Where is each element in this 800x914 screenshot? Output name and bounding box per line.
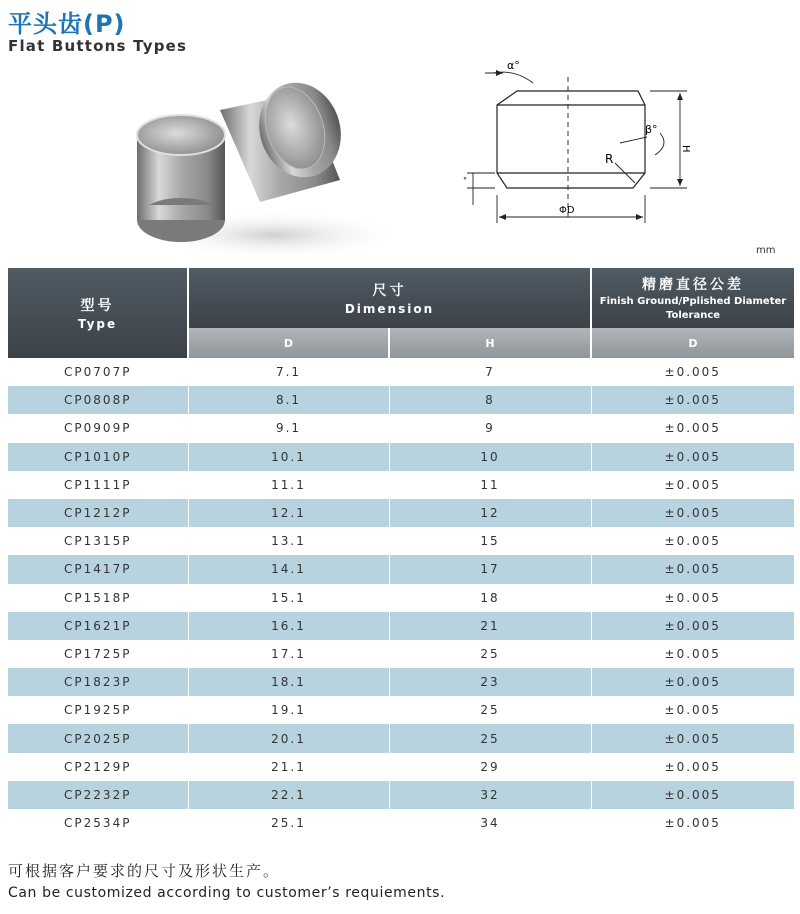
cell-type: CP1417P [8, 555, 188, 583]
cell-tol: ±0.005 [591, 386, 794, 414]
cell-type: CP2129P [8, 753, 188, 781]
chamfer-label: ° [463, 176, 467, 185]
cell-d: 10.1 [188, 443, 389, 471]
cell-tol: ±0.005 [591, 527, 794, 555]
cell-h: 25 [389, 724, 591, 752]
cell-d: 8.1 [188, 386, 389, 414]
flat-button-front [137, 115, 225, 242]
cell-d: 17.1 [188, 640, 389, 668]
cell-tol: ±0.005 [591, 358, 794, 386]
cell-h: 15 [389, 527, 591, 555]
cell-tol: ±0.005 [591, 499, 794, 527]
header-dimension: 尺寸 Dimension [188, 268, 591, 328]
subheader-d: D [188, 328, 389, 358]
beta-label: β° [645, 123, 658, 136]
cell-type: CP1518P [8, 584, 188, 612]
cell-type: CP1925P [8, 696, 188, 724]
cell-d: 9.1 [188, 414, 389, 442]
cell-d: 12.1 [188, 499, 389, 527]
table-row [8, 668, 794, 696]
cell-type: CP1212P [8, 499, 188, 527]
cell-type: CP2534P [8, 809, 188, 837]
table-row [8, 358, 794, 386]
radius-label: R [605, 152, 614, 166]
cell-d: 22.1 [188, 781, 389, 809]
cell-tol: ±0.005 [591, 668, 794, 696]
cell-d: 13.1 [188, 527, 389, 555]
cell-h: 11 [389, 471, 591, 499]
cell-h: 17 [389, 555, 591, 583]
cell-tol: ±0.005 [591, 414, 794, 442]
cell-d: 7.1 [188, 358, 389, 386]
specification-table [8, 268, 794, 837]
cell-type: CP1621P [8, 612, 188, 640]
cell-h: 21 [389, 612, 591, 640]
cell-d: 18.1 [188, 668, 389, 696]
cell-tol: ±0.005 [591, 753, 794, 781]
flat-button-back [220, 72, 353, 202]
cell-d: 14.1 [188, 555, 389, 583]
cell-tol: ±0.005 [591, 612, 794, 640]
cell-type: CP0808P [8, 386, 188, 414]
table-row [8, 414, 794, 442]
product-photo [125, 60, 405, 265]
cell-type: CP1111P [8, 471, 188, 499]
cell-d: 20.1 [188, 724, 389, 752]
cell-h: 10 [389, 443, 591, 471]
cell-h: 8 [389, 386, 591, 414]
page-title-cn: 平头齿(P) [8, 10, 126, 38]
table-row [8, 386, 794, 414]
cell-h: 34 [389, 809, 591, 837]
table-row [8, 781, 794, 809]
note-en: Can be customized according to customer’s requiements. [8, 885, 446, 901]
cell-type: CP0909P [8, 414, 188, 442]
cell-h: 12 [389, 499, 591, 527]
cell-h: 23 [389, 668, 591, 696]
diameter-label: ΦD [559, 205, 575, 216]
cell-d: 15.1 [188, 584, 389, 612]
cell-type: CP1725P [8, 640, 188, 668]
cell-type: CP1010P [8, 443, 188, 471]
table-row [8, 612, 794, 640]
table-row [8, 471, 794, 499]
unit-label: mm [756, 245, 776, 256]
cell-d: 21.1 [188, 753, 389, 781]
cell-tol: ±0.005 [591, 724, 794, 752]
table-row [8, 809, 794, 837]
subheader-h: H [389, 328, 591, 358]
cell-tol: ±0.005 [591, 443, 794, 471]
cell-h: 18 [389, 584, 591, 612]
table-row [8, 640, 794, 668]
cell-tol: ±0.005 [591, 471, 794, 499]
table-row [8, 499, 794, 527]
cell-h: 32 [389, 781, 591, 809]
table-row [8, 724, 794, 752]
cell-h: 7 [389, 358, 591, 386]
subheader-tolerance-d: D [591, 328, 794, 358]
cell-d: 25.1 [188, 809, 389, 837]
cell-tol: ±0.005 [591, 555, 794, 583]
cell-type: CP1315P [8, 527, 188, 555]
cell-h: 29 [389, 753, 591, 781]
header-tolerance: 精磨直径公差 Finish Ground/Pplished Diameter Tolerance [591, 268, 794, 328]
alpha-label: α° [507, 59, 520, 72]
cell-type: CP1823P [8, 668, 188, 696]
height-label: H [680, 145, 691, 153]
table-row [8, 584, 794, 612]
table-row [8, 753, 794, 781]
header-type: 型号 Type [8, 268, 188, 358]
table-row [8, 527, 794, 555]
table-row [8, 555, 794, 583]
cell-tol: ±0.005 [591, 809, 794, 837]
cell-tol: ±0.005 [591, 781, 794, 809]
cell-d: 19.1 [188, 696, 389, 724]
cell-d: 16.1 [188, 612, 389, 640]
cell-h: 9 [389, 414, 591, 442]
cell-tol: ±0.005 [591, 640, 794, 668]
table-row [8, 696, 794, 724]
cell-d: 11.1 [188, 471, 389, 499]
cell-type: CP2232P [8, 781, 188, 809]
cell-type: CP2025P [8, 724, 188, 752]
cell-type: CP0707P [8, 358, 188, 386]
page-title-en: Flat Buttons Types [8, 37, 188, 55]
cell-tol: ±0.005 [591, 584, 794, 612]
cell-h: 25 [389, 640, 591, 668]
note-cn: 可根据客户要求的尺寸及形状生产。 [8, 862, 281, 880]
technical-drawing [455, 55, 705, 240]
cell-tol: ±0.005 [591, 696, 794, 724]
cell-h: 25 [389, 696, 591, 724]
table-row [8, 443, 794, 471]
